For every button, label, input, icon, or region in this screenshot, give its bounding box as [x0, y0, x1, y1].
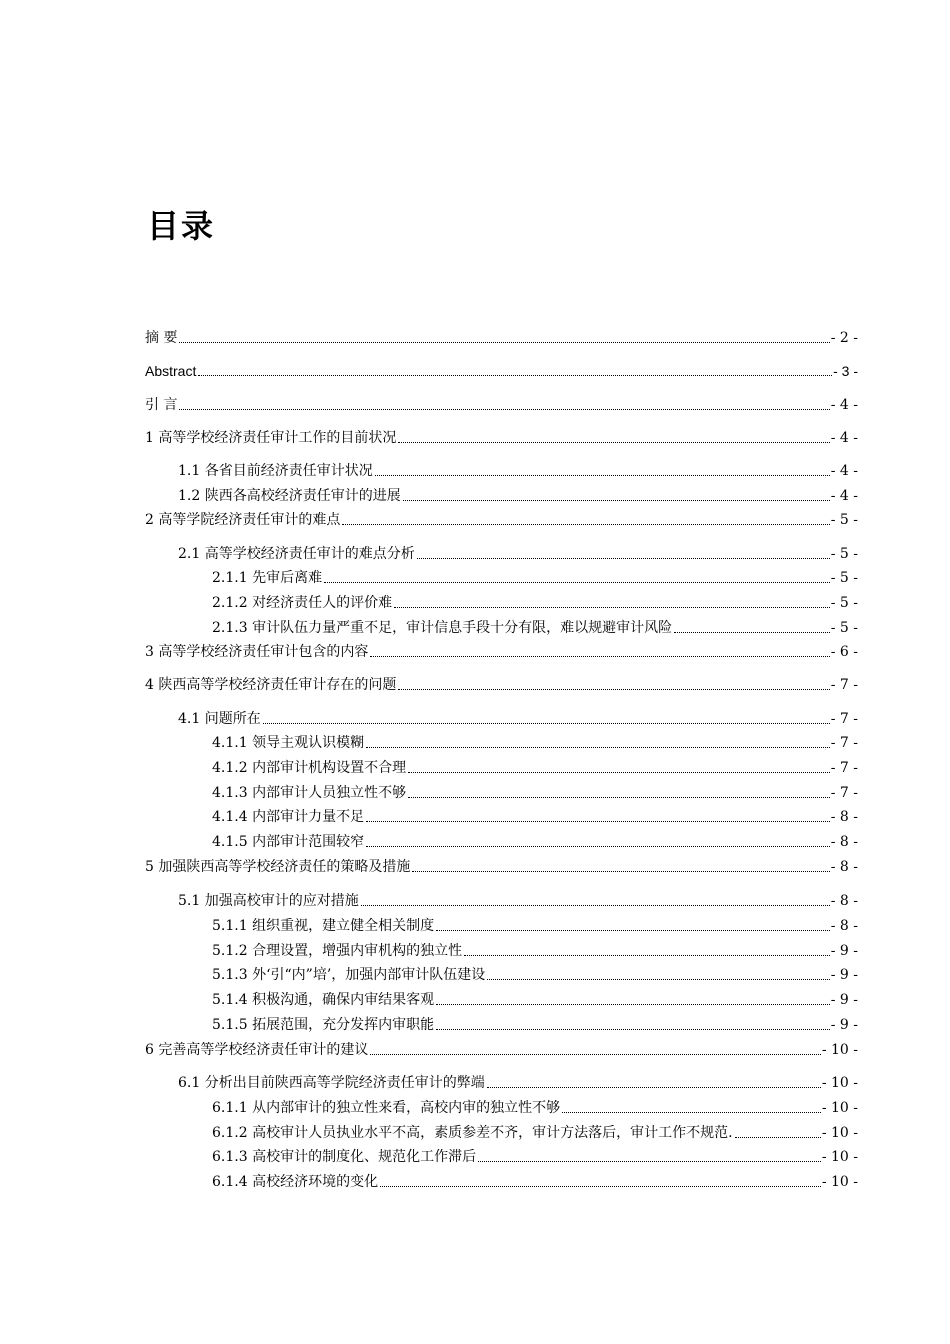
toc-entry-label: 2.1 高等学校经济责任审计的难点分析 — [178, 546, 415, 562]
toc-entry-label: 摘 要 — [145, 330, 178, 346]
toc-entry-section-5-1-1[interactable] — [212, 916, 858, 936]
toc-entry-label: 6.1.1 从内部审计的独立性来看，高校内审的独立性不够 — [212, 1100, 561, 1116]
toc-entry-section-4-1-4[interactable] — [212, 807, 858, 827]
toc-entry-page: - 7 - — [830, 711, 858, 727]
toc-entry-label: 2.1.3 审计队伍力量严重不足，审计信息手段十分有限，难以规避审计风险 — [212, 620, 673, 636]
toc-entry-page: - 7 - — [830, 735, 858, 751]
toc-entry-label: 1 高等学校经济责任审计工作的目前状况 — [145, 430, 397, 446]
toc-entry-section-2-1-3[interactable] — [212, 618, 858, 638]
toc-leader — [398, 689, 829, 690]
toc-leader — [674, 632, 830, 633]
toc-entry-section-2-1-1[interactable] — [212, 568, 858, 588]
toc-leader — [361, 905, 830, 906]
toc-entry-chapter-6[interactable] — [145, 1040, 858, 1060]
toc-entry-label: 2.1.1 先审后离难 — [212, 570, 323, 586]
toc-leader — [342, 524, 829, 525]
toc-entry-label: 5.1 加强高校审计的应对措施 — [178, 893, 359, 909]
toc-entry-section-6-1-1[interactable] — [212, 1098, 858, 1118]
toc-entry-label: 6 完善高等学校经济责任审计的建议 — [145, 1042, 369, 1058]
toc-entry-page: - 8 - — [830, 893, 858, 909]
toc-entry-page: - 9 - — [830, 992, 858, 1008]
toc-entry-label: 5.1.4 积极沟通，确保内审结果客观 — [212, 992, 435, 1008]
toc-leader — [417, 558, 830, 559]
toc-entry-chapter-5[interactable] — [145, 857, 858, 877]
toc-entry-label: 1.1 各省目前经济责任审计状况 — [178, 463, 373, 479]
toc-leader — [179, 409, 829, 410]
toc-leader — [398, 442, 829, 443]
toc-entry-label: 5.1.3 外‘引“内”培’，加强内部审计队伍建设 — [212, 967, 486, 983]
toc-entry-label: 引 言 — [145, 397, 178, 413]
toc-leader — [366, 821, 830, 822]
toc-entry-section-5-1[interactable] — [178, 891, 858, 911]
toc-entry-page: - 5 - — [830, 620, 858, 636]
toc-entry-abstract-cn[interactable] — [145, 328, 858, 348]
toc-entry-section-5-1-5[interactable] — [212, 1015, 858, 1035]
toc-entry-chapter-1[interactable] — [145, 428, 858, 448]
toc-leader — [436, 930, 830, 931]
toc-entry-label: 4.1.2 内部审计机构设置不合理 — [212, 760, 407, 776]
toc-leader — [436, 1004, 830, 1005]
toc-entry-page: - 8 - — [830, 918, 858, 934]
toc-leader — [408, 772, 830, 773]
toc-entry-page: - 9 - — [830, 967, 858, 983]
toc-entry-page: - 10 - — [821, 1100, 858, 1116]
toc-leader — [370, 656, 829, 657]
toc-entry-page: - 8 - — [830, 834, 858, 850]
toc-entry-page: - 5 - — [830, 546, 858, 562]
toc-entry-page: - 10 - — [821, 1125, 858, 1141]
toc-entry-page: - 9 - — [830, 1017, 858, 1033]
toc-entry-label: 5 加强陕西高等学校经济责任的策略及措施 — [145, 859, 411, 875]
toc-entry-section-2-1[interactable] — [178, 544, 858, 564]
toc-entry-page: - 7 - — [830, 785, 858, 801]
toc-entry-page: - 7 - — [830, 677, 858, 693]
toc-entry-section-6-1-3[interactable] — [212, 1147, 858, 1167]
toc-leader — [436, 1029, 830, 1030]
toc-entry-section-1-1[interactable] — [178, 461, 858, 481]
toc-leader — [487, 1087, 821, 1088]
toc-entry-section-6-1-2[interactable] — [212, 1123, 858, 1143]
toc-entry-label: 4.1.4 内部审计力量不足 — [212, 809, 365, 825]
toc-entry-page: - 8 - — [830, 859, 858, 875]
toc-entry-section-5-1-2[interactable] — [212, 941, 858, 961]
toc-leader — [370, 1054, 820, 1055]
toc-entry-page: - 5 - — [830, 512, 858, 528]
toc-entry-label: Abstract — [145, 363, 197, 379]
toc-leader — [375, 475, 830, 476]
toc-entry-section-5-1-4[interactable] — [212, 990, 858, 1010]
toc-leader — [412, 871, 829, 872]
toc-entry-label: 2 高等学院经济责任审计的难点 — [145, 512, 341, 528]
toc-entry-section-4-1[interactable] — [178, 709, 858, 729]
toc-entry-page: - 2 - — [830, 330, 858, 346]
toc-entry-label: 5.1.1 组织重视，建立健全相关制度 — [212, 918, 435, 934]
toc-leader — [464, 955, 830, 956]
toc-entry-page: - 6 - — [830, 644, 858, 660]
toc-entry-label: 4.1 问题所在 — [178, 711, 261, 727]
toc-entry-page: - 4 - — [830, 488, 858, 504]
toc-leader — [198, 375, 832, 376]
toc-leader — [735, 1137, 821, 1138]
toc-entry-page: - 7 - — [830, 760, 858, 776]
toc-entry-label: 1.2 陕西各高校经济责任审计的进展 — [178, 488, 401, 504]
toc-entry-label: 6.1.4 高校经济环境的变化 — [212, 1174, 379, 1190]
toc-entry-abstract-en[interactable] — [145, 361, 858, 381]
toc-entry-chapter-3[interactable] — [145, 642, 858, 662]
toc-entry-page: - 3 - — [833, 363, 858, 379]
toc-entry-page: - 10 - — [821, 1075, 858, 1091]
toc-leader — [324, 582, 830, 583]
toc-entry-section-6-1[interactable] — [178, 1073, 858, 1093]
toc-entry-page: - 4 - — [830, 430, 858, 446]
toc-entry-page: - 9 - — [830, 943, 858, 959]
toc-leader — [366, 747, 830, 748]
toc-entry-page: - 10 - — [821, 1174, 858, 1190]
toc-entry-page: - 10 - — [821, 1149, 858, 1165]
toc-entry-page: - 8 - — [830, 809, 858, 825]
toc-entry-page: - 4 - — [830, 397, 858, 413]
toc-leader — [179, 342, 829, 343]
toc-leader — [562, 1112, 821, 1113]
toc-entry-section-2-1-2[interactable] — [212, 593, 858, 613]
toc-leader — [487, 979, 829, 980]
toc-entry-page: - 5 - — [830, 595, 858, 611]
toc-entry-chapter-2[interactable] — [145, 510, 858, 530]
toc-entry-section-4-1-2[interactable] — [212, 758, 858, 778]
page-title: 目录 — [147, 207, 216, 245]
toc-leader — [366, 846, 830, 847]
toc-leader — [403, 500, 830, 501]
toc-entry-page: - 10 - — [821, 1042, 858, 1058]
toc-leader — [478, 1161, 821, 1162]
toc-entry-label: 4 陕西高等学校经济责任审计存在的问题 — [145, 677, 397, 693]
toc-leader — [380, 1186, 821, 1187]
toc-entry-section-5-1-3[interactable] — [212, 965, 858, 985]
toc-entry-page: - 5 - — [830, 570, 858, 586]
toc-entry-label: 5.1.2 合理设置，增强内审机构的独立性 — [212, 943, 463, 959]
toc-entry-label: 6.1.3 高校审计的制度化、规范化工作滞后 — [212, 1149, 477, 1165]
toc-entry-section-6-1-4[interactable] — [212, 1172, 858, 1192]
toc-entry-label: 4.1.3 内部审计人员独立性不够 — [212, 785, 407, 801]
toc-entry-section-4-1-1[interactable] — [212, 733, 858, 753]
toc-entry-introduction[interactable] — [145, 395, 858, 415]
toc-entry-label: 5.1.5 拓展范围，充分发挥内审职能 — [212, 1017, 435, 1033]
toc-entry-label: 2.1.2 对经济责任人的评价难 — [212, 595, 393, 611]
toc-entry-section-4-1-5[interactable] — [212, 832, 858, 852]
toc-entry-section-1-2[interactable] — [178, 486, 858, 506]
toc-entry-label: 6.1 分析出目前陕西高等学院经济责任审计的弊端 — [178, 1075, 485, 1091]
toc-entry-label: 6.1.2 高校审计人员执业水平不高，素质参差不齐，审计方法落后，审计工作不规范. — [212, 1125, 733, 1141]
toc-leader — [408, 797, 830, 798]
toc-entry-label: 4.1.1 领导主观认识模糊 — [212, 735, 365, 751]
toc-entry-label: 3 高等学校经济责任审计包含的内容 — [145, 644, 369, 660]
toc-entry-section-4-1-3[interactable] — [212, 783, 858, 803]
toc-entry-page: - 4 - — [830, 463, 858, 479]
toc-leader — [263, 723, 830, 724]
toc-leader — [394, 607, 830, 608]
toc-entry-chapter-4[interactable] — [145, 675, 858, 695]
toc-entry-label: 4.1.5 内部审计范围较窄 — [212, 834, 365, 850]
